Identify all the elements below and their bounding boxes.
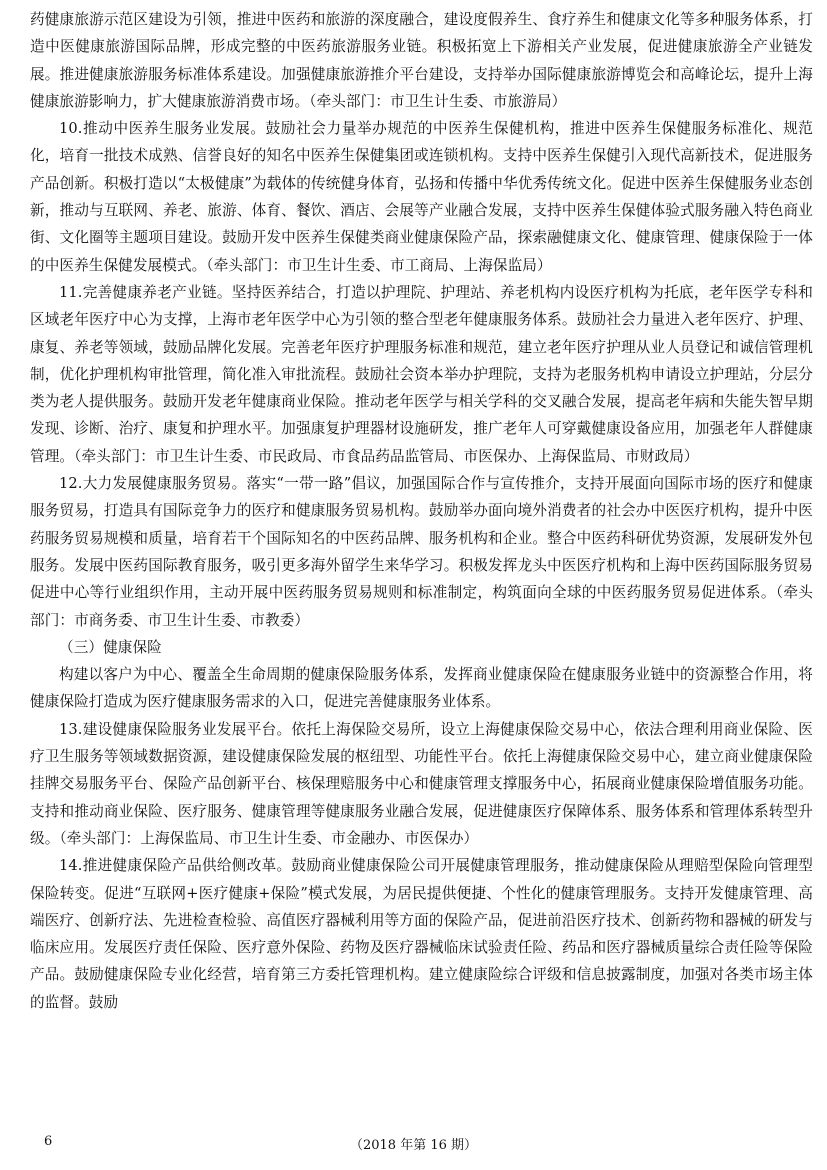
paragraph-item-10: 10.推动中医养生服务业发展。鼓励社会力量举办规范的中医养生保健机构，推进中医养生保健服务标准化、规范化，培育一批技术成熟、信誉良好的知名中医养生保健集团或连锁机构。支持中医养生保健引入现代高新技术，促进服务产品创新。积极打造以“太极健康”为载体的传统健身体育，弘扬和传播中华优秀传统文化。促进中医养生保健服务业态创新，推动与互联网、养老、旅游、体育、餐饮、酒店、会展等产业融合发展，支持中医养生保健体验式服务融入特色商业街、文化圈等主题项目建设。鼓励开发中医养生保健类商业健康保险产品，探索融健康文化、健康管理、健康保险于一体的中医养生保健发展模式。（牵头部门：市卫生计生委、市工商局、上海保监局） [30, 120, 813, 274]
paragraph-item-13: 13.建设健康保险服务业发展平台。依托上海保险交易所，设立上海健康保险交易中心，依法合理利用商业保险、医疗卫生服务等领域数据资源，建设健康保险发展的枢纽型、功能性平台。依托上海健康保险交易中心，建立商业健康保险挂牌交易服务平台、保险产品创新平台、核保理赔服务中心和健康管理支撑服务中心，拓展商业健康保险增值服务功能。支持和推动商业保险、医疗服务、健康管理等健康服务业融合发展，促进健康医疗保障体系、服务体系和管理体系转型升级。（牵头部门：上海保监局、市卫生计生委、市金融办、市医保办） [30, 720, 813, 847]
paragraph-item-11: 11.完善健康养老产业链。坚持医养结合，打造以护理院、护理站、养老机构内设医疗机构为托底，老年医学专科和区域老年医疗中心为支撑，上海市老年医学中心为引领的整合型老年健康服务体系。鼓励社会力量进入老年医疗、护理、康复、养老等领域，鼓励品牌化发展。完善老年医疗护理服务标准和规范，建立老年医疗护理从业人员登记和诚信管理机制，优化护理机构审批管理，简化准入审批流程。鼓励社会资本举办护理院，支持为老服务机构申请设立护理站，分层分类为老人提供服务。鼓励开发老年健康商业保险。推动老年医学与相关学科的交叉融合发展，提高老年病和失能失智早期发现、诊断、治疗、康复和护理水平。加强康复护理器材设施研发，推广老年人可穿戴健康设备应用，加强老年人群健康管理。（牵头部门：市卫生计生委、市民政局、市食品药品监管局、市医保办、上海保监局、市财政局） [30, 283, 813, 465]
page-footer [0, 1130, 827, 1160]
page-number: 6 [44, 1134, 53, 1149]
paragraph-section-intro: 构建以客户为中心、覆盖全生命周期的健康保险服务体系，发挥商业健康保险在健康服务业链中的资源整合作用，将健康保险打造成为医疗健康服务需求的入口，促进完善健康服务业体系。 [30, 666, 813, 711]
paragraph-item-12: 12.大力发展健康服务贸易。落实“一带一路”倡议，加强国际合作与宣传推介，支持开展面向国际市场的医疗和健康服务贸易，打造具有国际竞争力的医疗和健康服务贸易机构。鼓励举办面向境外消费者的社会办中医医疗机构，提升中医药服务贸易规模和质量，培育若干个国际知名的中医药品牌、服务机构和企业。整合中医药科研优势资源，发展研发外包服务。发展中医药国际教育服务，吸引更多海外留学生来华学习。积极发挥龙头中医医疗机构和上海中医药国际服务贸易促进中心等行业组织作用，主动开展中医药服务贸易规则和标准制定，构筑面向全球的中医药服务贸易促进体系。（牵头部门：市商务委、市卫生计生委、市教委） [30, 475, 813, 629]
paragraph-continuation-tourism: 药健康旅游示范区建设为引领，推进中医药和旅游的深度融合，建设度假养生、食疗养生和健康文化等多种服务体系，打造中医健康旅游国际品牌，形成完整的中医药旅游服务业链。积极拓宽上下游相关产业发展，促进健康旅游全产业链发展。推进健康旅游服务标准体系建设。加强健康旅游推介平台建设，支持举办国际健康旅游博览会和高峰论坛，提升上海健康旅游影响力，扩大健康旅游消费市场。（牵头部门：市卫生计生委、市旅游局） [30, 11, 813, 110]
paragraph-item-14: 14.推进健康保险产品供给侧改革。鼓励商业健康保险公司开展健康管理服务，推动健康保险从理赔型保险向管理型保险转变。促进“互联网+医疗健康+保险”模式发展，为居民提供便捷、个性化的健康管理服务。支持开发健康管理、高端医疗、创新疗法、先进检查检验、高值医疗器械利用等方面的保险产品，促进前沿医疗技术、创新药物和器械的研发与临床应用。发展医疗责任保险、医疗意外保险、药物及医疗器械临床试验责任险、药品和医疗器械质量综合责任险等保险产品。鼓励健康保险专业化经营，培育第三方委托管理机构。建立健康险综合评级和信息披露制度，加强对各类市场主体的监督。鼓励 [30, 857, 813, 1011]
issue-label: （2018 年第 16 期） [349, 1138, 478, 1153]
document-body [30, 6, 813, 1016]
section-heading-health-insurance: （三）健康保险 [59, 638, 162, 656]
